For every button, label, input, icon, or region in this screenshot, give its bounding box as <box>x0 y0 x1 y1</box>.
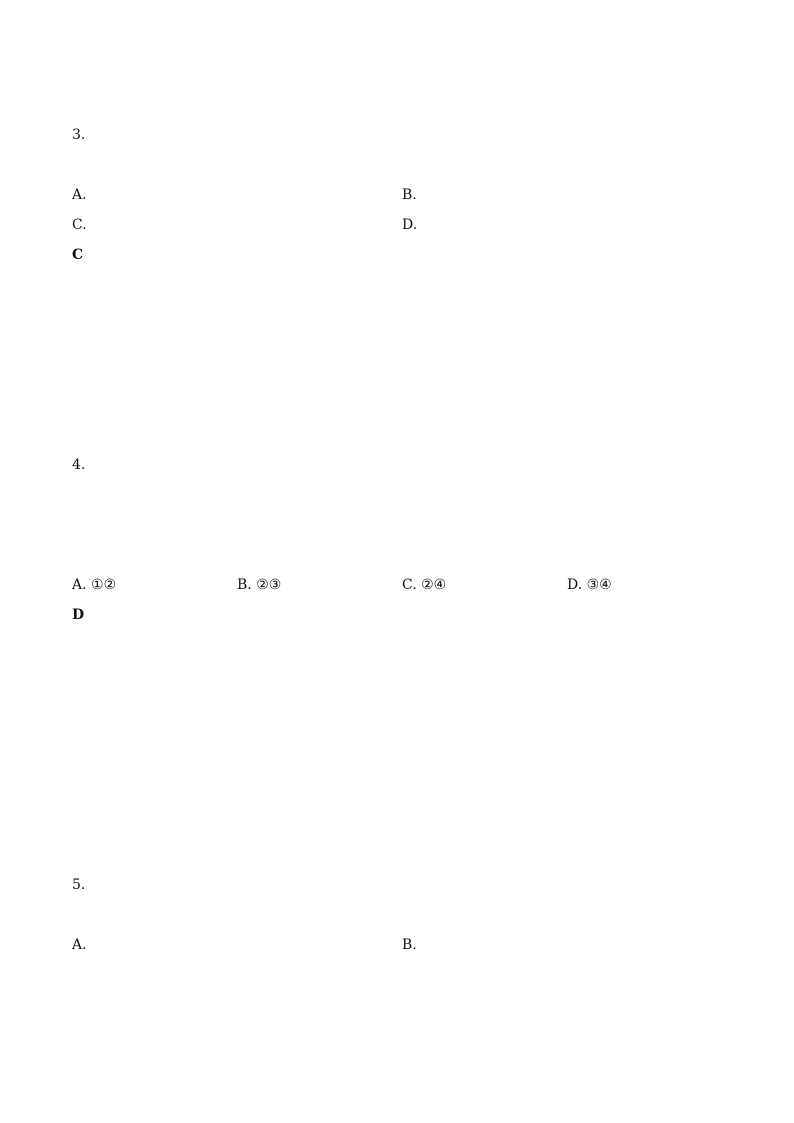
text-line <box>72 540 732 570</box>
text-line <box>72 660 732 690</box>
text-line <box>72 300 732 330</box>
text-line <box>72 270 732 300</box>
document-page <box>72 60 732 960</box>
text-line <box>72 780 732 810</box>
option-text: C. <box>72 217 87 233</box>
text-line <box>72 750 732 780</box>
option-text: B. <box>402 187 417 203</box>
option-text: A. ①② <box>72 577 117 593</box>
text-line <box>72 390 732 420</box>
options-row <box>72 180 732 210</box>
option-text: D. <box>402 217 418 233</box>
text-line <box>72 510 732 540</box>
text-line <box>72 360 732 390</box>
text-line <box>72 810 732 840</box>
options-row <box>72 570 732 600</box>
text-line <box>72 150 732 180</box>
text-line <box>72 900 732 930</box>
option-text: D. ③④ <box>567 577 612 593</box>
text-line <box>72 630 732 660</box>
option-text: B. ②③ <box>237 577 282 593</box>
text-line <box>72 60 732 90</box>
text-line <box>72 330 732 360</box>
options-row <box>72 210 732 240</box>
text-line: 3. <box>72 127 86 143</box>
text-line <box>72 840 732 870</box>
option-text: C. ②④ <box>402 577 447 593</box>
text-line <box>72 420 732 450</box>
text-line: 5. <box>72 877 86 893</box>
text-line <box>72 690 732 720</box>
text-line: 4. <box>72 457 86 473</box>
option-text: B. <box>402 937 417 953</box>
text-line <box>72 720 732 750</box>
option-text: A. <box>72 187 87 203</box>
text-line: D <box>72 607 85 623</box>
text-line: C <box>72 247 84 263</box>
text-line <box>72 90 732 120</box>
option-text: A. <box>72 937 87 953</box>
options-row <box>72 930 732 960</box>
text-line <box>72 480 732 510</box>
